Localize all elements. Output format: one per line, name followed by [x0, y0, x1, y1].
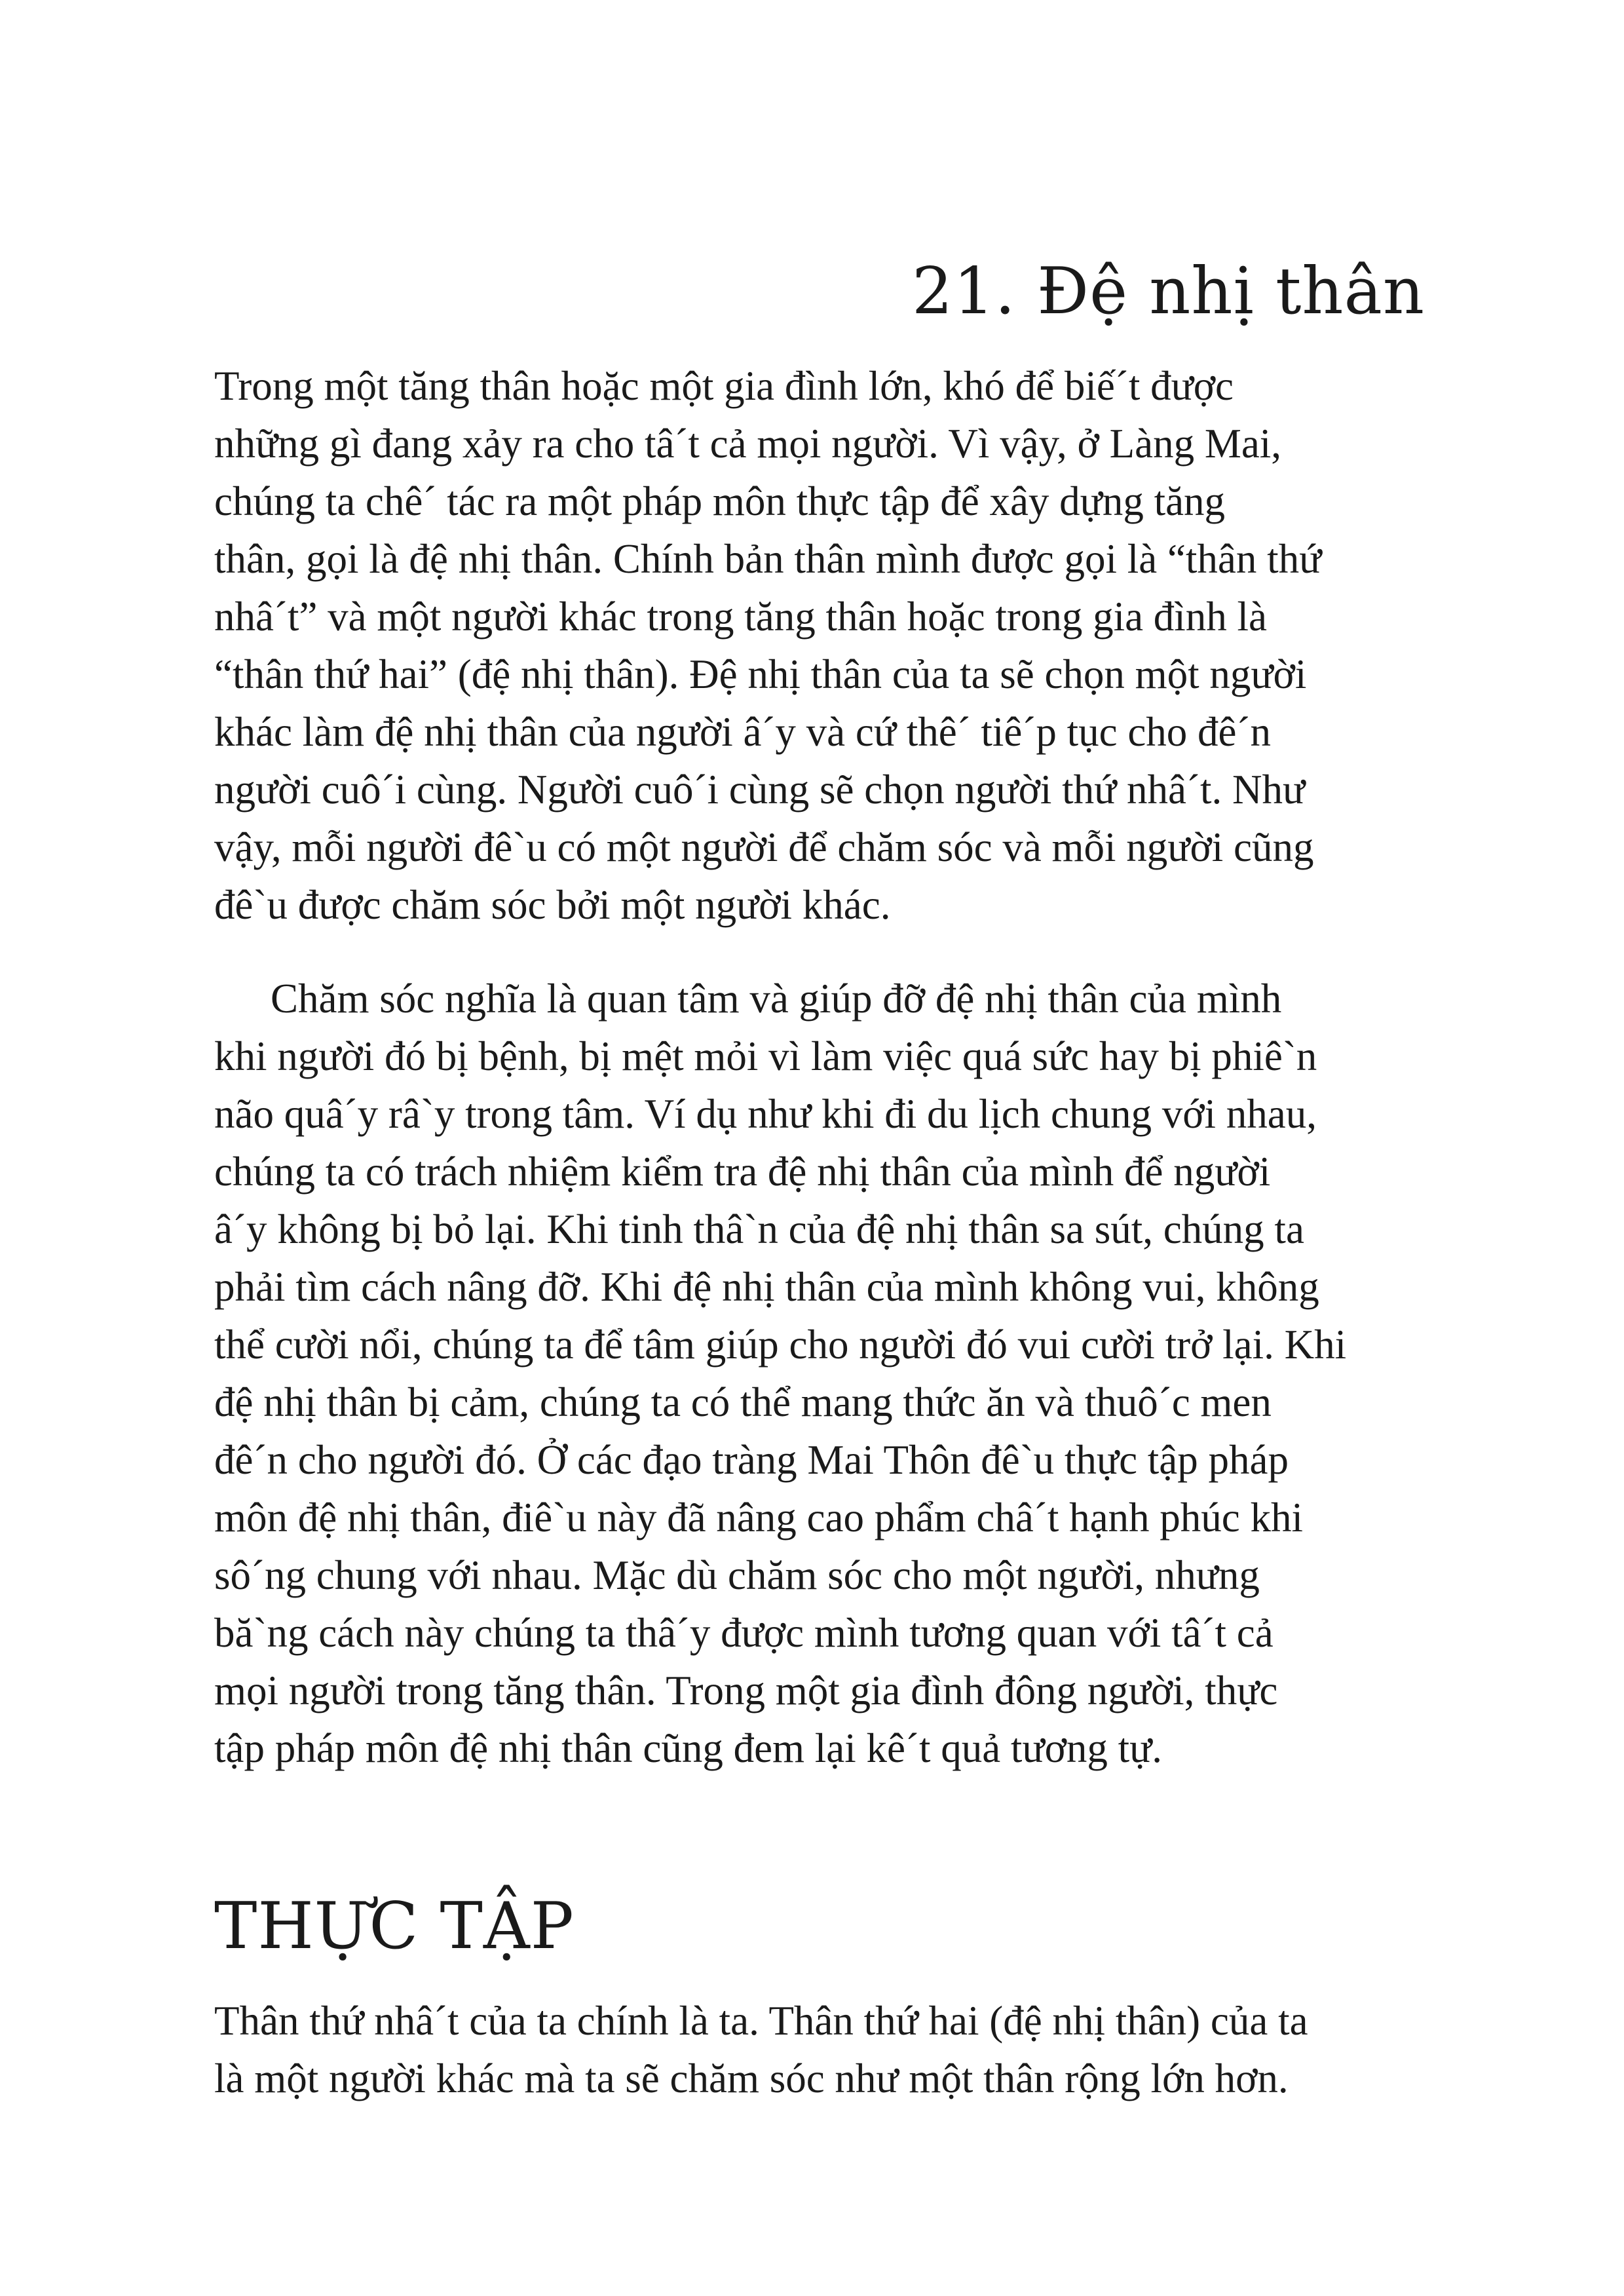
text-line: Trong một tăng thân hoặc một gia đình lớn, khó để biế´t được: [214, 363, 1234, 409]
text-line: phải tìm cách nâng đỡ. Khi đệ nhị thân của mình không vui, không: [214, 1264, 1319, 1310]
text-line: thân, gọi là đệ nhị thân. Chính bản thân mình được gọi là “thân thứ: [214, 536, 1322, 582]
text-line: sô´ng chung với nhau. Mặc dù chăm sóc cho một người, nhưng: [214, 1552, 1260, 1598]
paragraph-care: [214, 970, 1425, 1777]
text-line: khi người đó bị bệnh, bị mệt mỏi vì làm việc quá sức hay bị phiê`n: [214, 1033, 1317, 1079]
text-line: “thân thứ hai” (đệ nhị thân). Đệ nhị thân của ta sẽ chọn một người: [214, 651, 1307, 697]
text-line: là một người khác mà ta sẽ chăm sóc như một thân rộng lớn hơn.: [214, 2056, 1289, 2101]
paragraph-intro: [214, 357, 1425, 934]
text-line: chúng ta chê´ tác ra một pháp môn thực tập để xây dựng tăng: [214, 478, 1226, 524]
text-line: tập pháp môn đệ nhị thân cũng đem lại kê´t quả tương tự.: [214, 1725, 1163, 1771]
text-line: môn đệ nhị thân, điê`u này đã nâng cao phẩm châ´t hạnh phúc khi: [214, 1495, 1303, 1540]
text-line: những gì đang xảy ra cho tâ´t cả mọi người. Vì vậy, ở Làng Mai,: [214, 421, 1282, 467]
text-line: â´y không bị bỏ lại. Khi tinh thâ`n của đệ nhị thân sa sút, chúng ta: [214, 1206, 1304, 1252]
text-line: vậy, mỗi người đê`u có một người để chăm sóc và mỗi người cũng: [214, 824, 1314, 870]
text-line: bă`ng cách này chúng ta thâ´y được mình tương quan với tâ´t cả: [214, 1610, 1274, 1656]
text-line: người cuô´i cùng. Người cuô´i cùng sẽ chọn người thứ nhâ´t. Như: [214, 767, 1306, 813]
text-line: đê´n cho người đó. Ở các đạo tràng Mai Thôn đê`u thực tập pháp: [214, 1437, 1289, 1483]
text-line: thể cười nổi, chúng ta để tâm giúp cho người đó vui cười trở lại. Khi: [214, 1322, 1347, 1368]
paragraph-practice: [214, 1992, 1425, 2107]
text-line: não quâ´y râ`y trong tâm. Ví dụ như khi đi du lịch chung với nhau,: [214, 1091, 1317, 1137]
text-line: Thân thứ nhâ´t của ta chính là ta. Thân thứ hai (đệ nhị thân) của ta: [214, 1998, 1308, 2044]
text-line: nhâ´t” và một người khác trong tăng thân hoặc trong gia đình là: [214, 594, 1268, 640]
text-line: khác làm đệ nhị thân của người â´y và cứ thê´ tiê´p tục cho đê´n: [214, 709, 1271, 755]
text-line: mọi người trong tăng thân. Trong một gia đình đông người, thực: [214, 1668, 1278, 1713]
text-line: đệ nhị thân bị cảm, chúng ta có thể mang thức ăn và thuô´c men: [214, 1379, 1272, 1425]
text-line: đê`u được chăm sóc bởi một người khác.: [214, 882, 891, 928]
section-title: THỰC TẬP: [214, 1889, 575, 1964]
book-page: [214, 0, 1425, 2296]
text-line: chúng ta có trách nhiệm kiểm tra đệ nhị thân của mình để người: [214, 1149, 1271, 1195]
text-line: Chăm sóc nghĩa là quan tâm và giúp đỡ đệ nhị thân của mình: [271, 976, 1282, 1022]
chapter-title: 21. Đệ nhị thân: [911, 254, 1425, 329]
